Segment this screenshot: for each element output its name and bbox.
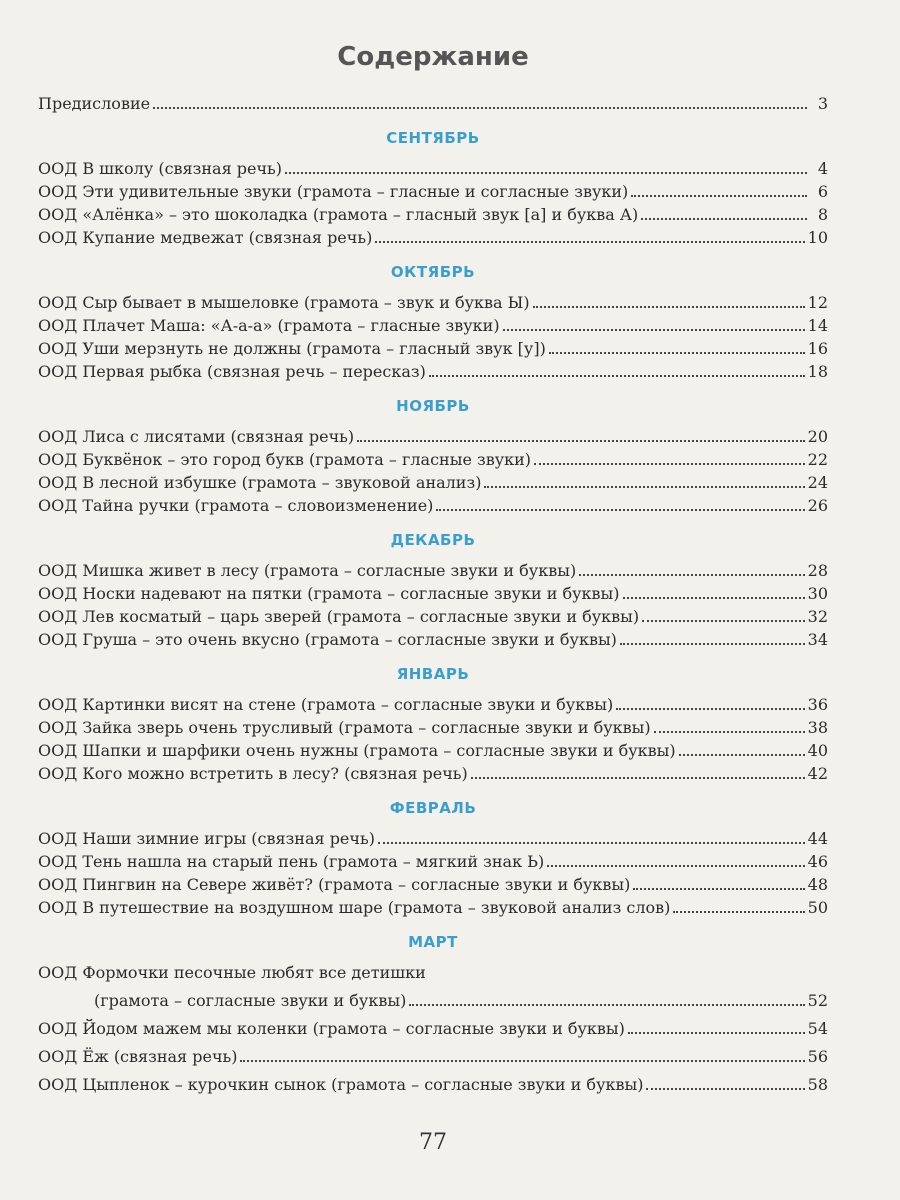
toc-entry-page: 28 — [807, 561, 828, 580]
toc-entry — [38, 337, 828, 360]
toc-entry-preface — [38, 92, 828, 115]
toc-entry-text: ООД Мишка живет в лесу (грамота – согласные звуки и буквы) — [38, 561, 577, 580]
toc-entry-text: ООД Цыпленок – курочкин сынок (грамота – согласные звуки и буквы) — [38, 1075, 644, 1094]
dot-leader — [436, 509, 804, 511]
toc-entry — [38, 425, 828, 448]
dot-leader — [471, 777, 805, 779]
dot-leader — [654, 731, 805, 733]
month-heading: СЕНТЯБРЬ — [386, 129, 480, 147]
toc-entry — [38, 628, 828, 651]
page-number: 77 — [419, 1130, 447, 1155]
toc-entry-page: 24 — [807, 473, 828, 492]
toc-entry — [38, 314, 828, 337]
dot-leader — [673, 911, 804, 913]
toc-entry-page: 40 — [807, 741, 828, 760]
toc-entry-text: ООД В школу (связная речь) — [38, 159, 282, 178]
toc-entry-text: ООД Пингвин на Севере живёт? (грамота – согласные звуки и буквы) — [38, 875, 631, 894]
toc-entry-text: ООД Шапки и шарфики очень нужны (грамота – согласные звуки и буквы) — [38, 741, 676, 760]
month-heading: ДЕКАБРЬ — [390, 531, 476, 549]
toc-entry-page: 34 — [807, 630, 828, 649]
toc-entry-text: ООД В лесной избушке (грамота – звуковой анализ) — [38, 473, 482, 492]
dot-leader — [641, 218, 807, 220]
dot-leader — [616, 708, 804, 710]
toc-entry-page: 16 — [807, 339, 828, 358]
toc-entry-text: ООД Буквёнок – это город букв (грамота – гласные звуки) — [38, 450, 532, 469]
toc-entry-page: 14 — [807, 316, 828, 335]
toc-section — [38, 397, 828, 517]
toc-entry — [38, 360, 828, 383]
toc-section — [38, 531, 828, 651]
toc-section — [38, 263, 828, 383]
toc-entry-page: 30 — [807, 584, 828, 603]
toc-entry — [38, 693, 828, 716]
dot-leader — [620, 643, 805, 645]
toc-entry — [38, 448, 828, 471]
month-heading: ЯНВАРЬ — [396, 665, 470, 683]
toc-entry — [38, 471, 828, 494]
toc-entry-text: ООД Эти удивительные звуки (грамота – гласные и согласные звуки) — [38, 182, 629, 201]
toc-entry-text: ООД Кого можно встретить в лесу? (связная речь) — [38, 764, 468, 783]
toc-entry — [38, 762, 828, 785]
toc-entry-page: 52 — [807, 991, 828, 1010]
toc-entry-page: 38 — [807, 718, 828, 737]
dot-leader — [375, 241, 804, 243]
toc-entry-text: ООД Лиса с лисятами (связная речь) — [38, 427, 355, 446]
toc-entry — [38, 157, 828, 180]
toc-entry — [38, 226, 828, 249]
dot-leader — [378, 842, 805, 844]
dot-leader — [646, 1088, 804, 1090]
dot-leader — [153, 107, 807, 109]
toc-entry — [38, 291, 828, 314]
toc-entry — [38, 716, 828, 739]
toc-entry-page: 4 — [817, 159, 828, 178]
dot-leader — [633, 888, 804, 890]
toc-entry-page: 32 — [807, 607, 828, 626]
toc-entry-page: 44 — [807, 829, 828, 848]
page-title: Содержание — [337, 42, 529, 72]
toc-entry-page: 50 — [807, 898, 828, 917]
toc-entry-text: ООД Плачет Маша: «А-а-а» (грамота – гласные звуки) — [38, 316, 500, 335]
dot-leader — [579, 574, 804, 576]
dot-leader — [534, 463, 805, 465]
toc-entry-text: ООД «Алёнка» – это шоколадка (грамота – гласный звук [а] и буква А) — [38, 205, 639, 224]
toc-entry-text: ООД Купание медвежат (связная речь) — [38, 228, 373, 247]
dot-leader — [631, 195, 807, 197]
toc-entry-page: 42 — [807, 764, 828, 783]
dot-leader — [623, 597, 805, 599]
toc-entry-continuation — [38, 989, 828, 1012]
toc-entry-first-line — [38, 961, 828, 984]
toc-entry-text: ООД Носки надевают на пятки (грамота – согласные звуки и буквы) — [38, 584, 620, 603]
month-heading: ОКТЯБРЬ — [390, 263, 476, 281]
toc-entry — [38, 1073, 828, 1096]
toc-entry — [38, 180, 828, 203]
toc-entry — [38, 605, 828, 628]
dot-leader — [484, 486, 804, 488]
toc-entry-text: ООД Первая рыбка (связная речь – пересказ) — [38, 362, 426, 381]
dot-leader — [429, 375, 805, 377]
toc-entry-page: 56 — [807, 1047, 828, 1066]
toc-entry-text: ООД Ёж (связная речь) — [38, 1047, 238, 1066]
toc-entry — [38, 559, 828, 582]
toc-entry-text: ООД Груша – это очень вкусно (грамота – согласные звуки и буквы) — [38, 630, 617, 649]
dot-leader — [547, 865, 804, 867]
toc-entry — [38, 1017, 828, 1040]
dot-leader — [409, 1004, 804, 1006]
toc-entry-page: 12 — [807, 293, 828, 312]
toc-entry-page: 46 — [807, 852, 828, 871]
toc-section — [38, 665, 828, 785]
toc-section — [38, 129, 828, 249]
toc-entry-page: 26 — [807, 496, 828, 515]
toc-entry-text: (грамота – согласные звуки и буквы) — [94, 991, 407, 1010]
toc-entry — [38, 850, 828, 873]
toc-entry — [38, 494, 828, 517]
toc-entry-page: 22 — [807, 450, 828, 469]
toc-entry — [38, 873, 828, 896]
dot-leader — [642, 620, 805, 622]
toc-entry — [38, 896, 828, 919]
toc-entry-text: ООД Картинки висят на стене (грамота – согласные звуки и буквы) — [38, 695, 614, 714]
toc-entry-page: 58 — [807, 1075, 828, 1094]
toc-entry-page: 6 — [817, 182, 828, 201]
toc-entry — [38, 739, 828, 762]
toc-entry — [38, 582, 828, 605]
month-heading: МАРТ — [408, 933, 458, 951]
toc-entry — [38, 1045, 828, 1068]
toc-entry-text: ООД Зайка зверь очень трусливый (грамота – согласные звуки и буквы) — [38, 718, 651, 737]
dot-leader — [533, 306, 805, 308]
dot-leader — [503, 329, 805, 331]
toc-entry-text: ООД Сыр бывает в мышеловке (грамота – звук и буква Ы) — [38, 293, 530, 312]
toc-entry-text: ООД Тайна ручки (грамота – словоизменение) — [38, 496, 434, 515]
toc-entry-text: ООД Формочки песочные любят все детишки — [38, 963, 426, 982]
contents-page — [38, 30, 828, 1180]
toc-entry — [38, 203, 828, 226]
toc-entry-page: 48 — [807, 875, 828, 894]
dot-leader — [285, 172, 807, 174]
toc-entry-page: 36 — [807, 695, 828, 714]
dot-leader — [357, 440, 805, 442]
toc-entry-page: 20 — [807, 427, 828, 446]
toc-entry-text: ООД В путешествие на воздушном шаре (грамота – звуковой анализ слов) — [38, 898, 671, 917]
toc-entry-page: 3 — [817, 94, 828, 113]
dot-leader — [240, 1060, 804, 1062]
dot-leader — [628, 1032, 805, 1034]
toc-entry-text: ООД Лев косматый – царь зверей (грамота – согласные звуки и буквы) — [38, 607, 640, 626]
toc-entry-page: 10 — [807, 228, 828, 247]
toc-section-march — [38, 933, 828, 1096]
month-heading: ФЕВРАЛЬ — [389, 799, 477, 817]
dot-leader — [679, 754, 805, 756]
toc-entry-text: ООД Тень нашла на старый пень (грамота – мягкий знак Ь) — [38, 852, 545, 871]
toc-entry-page: 54 — [807, 1019, 828, 1038]
toc-entry-text: ООД Уши мерзнуть не должны (грамота – гласный звук [у]) — [38, 339, 546, 358]
toc-entry-text: ООД Наши зимние игры (связная речь) — [38, 829, 375, 848]
toc-entry — [38, 827, 828, 850]
toc-entry-page: 18 — [807, 362, 828, 381]
toc-entry-text: Предисловие — [38, 94, 151, 113]
toc-entry-text: ООД Йодом мажем мы коленки (грамота – согласные звуки и буквы) — [38, 1019, 625, 1038]
month-heading: НОЯБРЬ — [396, 397, 470, 415]
dot-leader — [549, 352, 805, 354]
toc-entry-page: 8 — [817, 205, 828, 224]
toc-section — [38, 799, 828, 919]
